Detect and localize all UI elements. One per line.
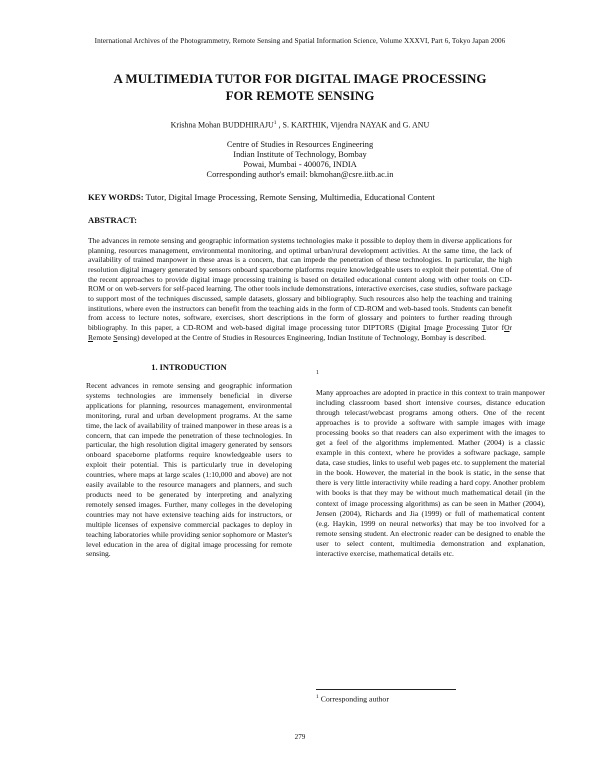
acronym-rest: r — [509, 322, 512, 332]
title-line-2: FOR REMOTE SENSING — [225, 88, 375, 103]
footnote-divider — [316, 689, 456, 690]
acronym-rest: rocessing — [450, 322, 482, 332]
running-head: International Archives of the Photogrammetry, Remote Sensing and Spatial Information Science, Volume XXXVI, Part 6, Tokyo Japan 2006 — [94, 37, 506, 45]
title-line-1: A MULTIMEDIA TUTOR FOR DIGITAL IMAGE PROCESSING — [113, 71, 487, 86]
footnote — [316, 694, 389, 704]
acronym-letter: R — [88, 332, 94, 342]
right-column-mark: 1 — [316, 370, 319, 376]
footnote-text: Corresponding author — [318, 694, 389, 704]
acronym-rest: mage — [426, 322, 447, 332]
abstract-body — [88, 236, 512, 342]
affiliation-email: Corresponding author's email: bkmohan@csre.iitb.ac.in — [206, 170, 394, 179]
acronym-letter: D — [399, 322, 406, 332]
author-footnote-mark: 1 — [273, 120, 277, 126]
acronym-letter: T — [481, 322, 487, 332]
left-column-paragraph: Recent advances in remote sensing and geographic information systems technologies are immensely beneficial in diverse applications for planning, resources management, environmental monitoring, rural and urban development programs. At the same time, the lack of availability of trained manpower in these areas is a concern, that can impede the penetration of these technologies. In particular, the high resolution digital imagery generated by sensors onboard spaceborne platforms require knowledgeable users to exploit their potential. This is particularly true in developing countries, where maps at large scales (1:10,000 and above) are not easily available to the resource managers and planners, and such products need to be generated by interpreting and analyzing remotely sensed images. Further, many colleges in the developing countries may not have extensive teaching aids for instructors, or multiple licenses of expensive commercial packages to deploy in teaching laboratories while providing senior sophomore or Master's level education in the area of digital image processing for remote sensing. — [86, 381, 292, 559]
footnote-mark: 1 — [316, 694, 319, 700]
affiliation-line-2: Indian Institute of Technology, Bombay — [233, 150, 367, 159]
acronym-rest: igital — [405, 322, 425, 332]
acronym-letter: P — [446, 322, 451, 332]
right-column-paragraph: Many approaches are adopted in practice in this context to train manpower including classroom based short intensive courses, distance education through telecast/webcast programs among others. One of the recent approaches is to provide a software with sample images with image processing books so that readers can also experiment with the images to get a feel of the algorithms implemented. Mather (2004) is a classic example in this context, where he provides a software package, sample data, case studies, links to useful web pages etc. to supplement the material in the book. However, the material in the book is static, in the sense that there is very little interactivity while reading a hard copy. Another problem with books is that they may be without much mathematical detail (in the context of image processing algorithms) as can be seen in Mather (2004), Jensen (2004), Richards and Jia (1999) or full of mathematical content (e.g. Haykin, 1999 on neural networks) that may be too involved for a remote sensing student. An electronic reader can be designed to enable the user to select content, multimedia demonstration and explanation, interactive exercise, mathematical details etc. — [316, 388, 545, 558]
first-author: Krishna Mohan BUDDHIRAJU — [170, 120, 274, 130]
acronym-rest: emote — [93, 332, 114, 342]
keywords-label: KEY WORDS: — [88, 192, 144, 202]
abstract-text-before: The advances in remote sensing and geographic information systems technologies make it possible to deploy them in diverse applications for planning, resources management, environmental monitoring, and optimal urban/rural development activities. At the same time, the lack of availability of trained manpower in these areas is a concern, that can impede the penetration of these technologies. In particular, the high resolution digital imagery generated by sensors onboard spaceborne platforms require knowledgeable users to exploit their potential. One of the recent approaches to provide digital image processing training is based on detailed educational content along with other tools on CD-ROM or on web-servers for self-paced learning. The other tools include demonstrations, interactive exercises, case studies, software package to support most of the techniques discussed, sample datasets, glossary and bibliography. Such resources also help the teaching and training institutions, where even the instructors can benefit from the teaching aids in the form of CD-ROM and web-based tools. Students can benefit from access to lecture notes, software, exercises, short descriptions in the form of glossary and pointers to further reading through bibliography. In this paper, a CD-ROM and web-based digital image processing tutor DIPTORS ( — [88, 236, 512, 332]
abstract-text-after: ) developed at the Centre of Studies in Resources Engineering, Indian Institute of Technology, Bombay is described. — [136, 332, 486, 342]
acronym-letter: O — [504, 322, 510, 332]
keywords — [88, 192, 558, 202]
paper-title — [40, 70, 560, 104]
acronym-rest: utor f — [486, 322, 505, 332]
acronym-letter: S — [113, 332, 118, 342]
abstract-heading: ABSTRACT: — [88, 215, 138, 225]
keywords-text: Tutor, Digital Image Processing, Remote Sensing, Multimedia, Educational Content — [143, 192, 435, 202]
affiliation-block — [140, 140, 460, 180]
acronym-letter: I — [424, 322, 427, 332]
other-authors: , S. KARTHIK, Vijendra NAYAK and G. ANU — [276, 120, 430, 130]
acronym-rest: ensing — [117, 332, 137, 342]
affiliation-line-1: Centre of Studies in Resources Engineering — [226, 140, 374, 149]
page-number: 279 — [294, 733, 306, 741]
author-list — [40, 120, 560, 130]
affiliation-line-3: Powai, Mumbai - 400076, INDIA — [243, 160, 357, 169]
section-heading-introduction: 1. INTRODUCTION — [151, 363, 227, 372]
